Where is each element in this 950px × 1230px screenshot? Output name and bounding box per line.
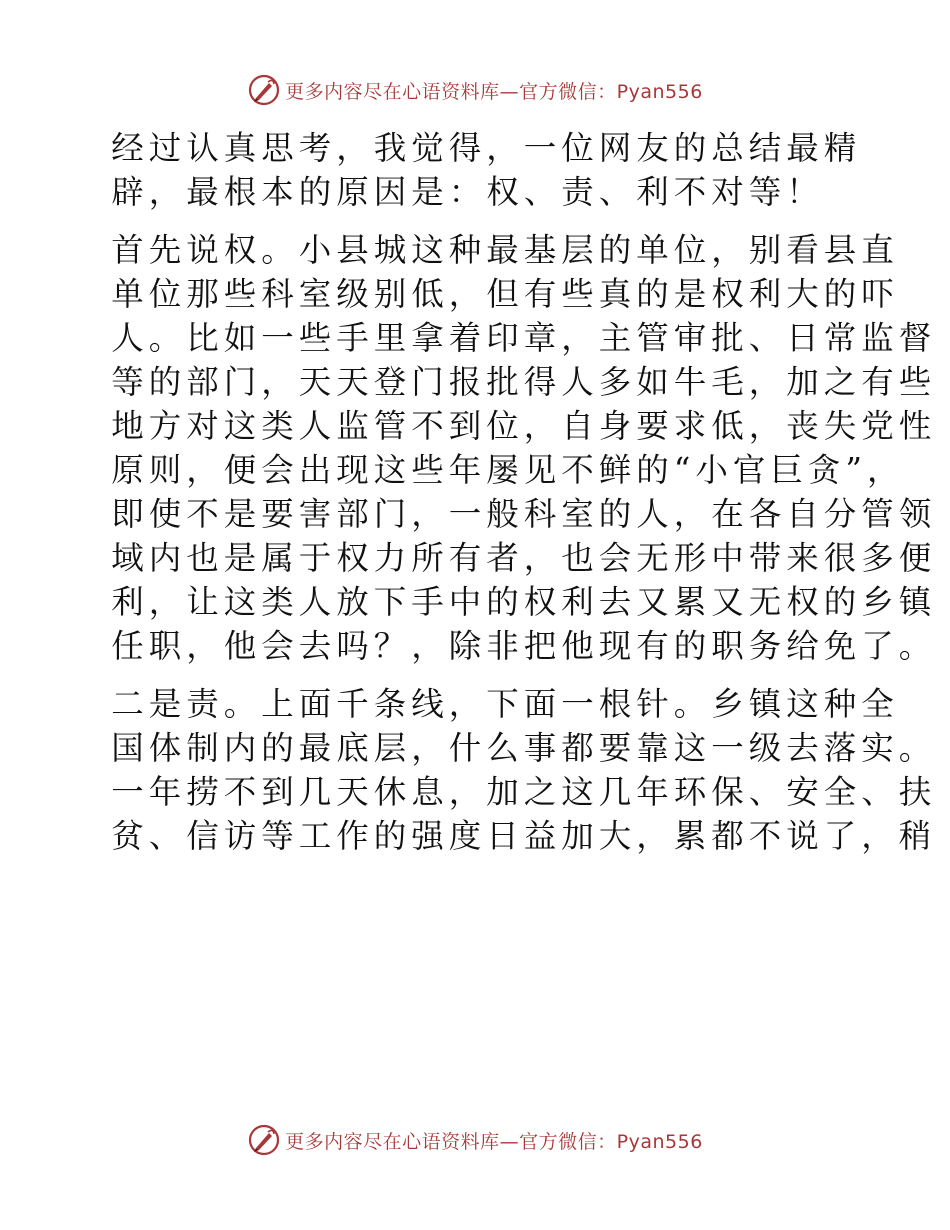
header-banner bbox=[0, 70, 950, 110]
text-line: 经过认真思考，我觉得，一位网友的总结最精 bbox=[111, 129, 862, 167]
text-line: 单位那些科室级别低，但有些真的是权利大的吓 bbox=[111, 275, 899, 313]
paragraph-1 bbox=[95, 126, 862, 214]
paragraph-3 bbox=[95, 682, 937, 858]
text-line: 国体制内的最底层，什么事都要靠这一级去落实。 bbox=[111, 729, 937, 767]
pen-logo-icon bbox=[247, 1123, 281, 1157]
text-line: 人。比如一些手里拿着印章，主管审批、日常监督 bbox=[111, 319, 937, 357]
footer-banner-text: 更多内容尽在心语资料库—官方微信：Pyan556 bbox=[285, 1130, 703, 1153]
paragraph-2 bbox=[95, 228, 937, 668]
text-line: 地方对这类人监管不到位，自身要求低，丧失党性 bbox=[111, 407, 937, 445]
text-line: 贫、信访等工作的强度日益加大，累都不说了，稍 bbox=[111, 817, 937, 855]
text-line: 即使不是要害部门，一般科室的人，在各自分管领 bbox=[111, 495, 937, 533]
footer-banner bbox=[0, 1120, 950, 1160]
text-line: 域内也是属于权力所有者，也会无形中带来很多便 bbox=[111, 539, 937, 577]
pen-logo-icon bbox=[247, 73, 281, 107]
text-line: 首先说权。小县城这种最基层的单位，别看县直 bbox=[111, 231, 899, 269]
text-line: 辟，最根本的原因是：权、责、利不对等！ bbox=[111, 173, 824, 211]
text-line: 任职，他会去吗？，除非把他现有的职务给免了。 bbox=[111, 627, 937, 665]
text-line: 等的部门，天天登门报批得人多如牛毛，加之有些 bbox=[111, 363, 937, 401]
document-body bbox=[95, 126, 937, 872]
text-line: 利，让这类人放下手中的权利去又累又无权的乡镇 bbox=[111, 583, 937, 621]
text-line: 原则，便会出现这些年屡见不鲜的“小官巨贪”， bbox=[111, 451, 905, 489]
text-line: 二是责。上面千条线，下面一根针。乡镇这种全 bbox=[111, 685, 899, 723]
text-line: 一年捞不到几天休息，加之这几年环保、安全、扶 bbox=[111, 773, 937, 811]
header-banner-text: 更多内容尽在心语资料库—官方微信：Pyan556 bbox=[285, 80, 703, 103]
